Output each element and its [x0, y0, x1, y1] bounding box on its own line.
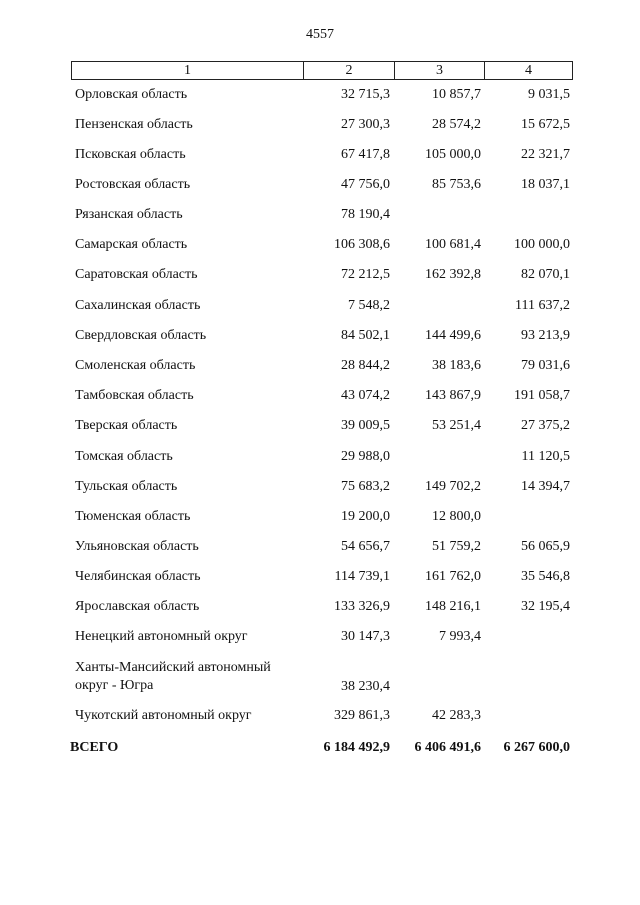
- value-col-4: 22 321,7: [521, 147, 570, 162]
- region-name: Пензенская область: [75, 117, 193, 132]
- region-name: Смоленская область: [75, 358, 196, 373]
- table-row: [0, 417, 640, 435]
- value-col-2: 54 656,7: [341, 539, 390, 554]
- value-col-2: 38 230,4: [341, 679, 390, 694]
- value-col-2: 29 988,0: [341, 449, 390, 464]
- value-col-3: 161 762,0: [425, 569, 481, 584]
- table-row: [0, 176, 640, 194]
- table-row: [0, 628, 640, 646]
- region-name: Орловская область: [75, 87, 188, 102]
- region-name: Ростовская область: [75, 177, 191, 192]
- value-col-2: 72 212,5: [341, 267, 390, 282]
- value-col-2: 84 502,1: [341, 328, 390, 343]
- value-col-4: 82 070,1: [521, 267, 570, 282]
- region-name: Челябинская область: [75, 569, 201, 584]
- region-name: Тамбовская область: [75, 388, 194, 403]
- column-header-3: 3: [395, 62, 485, 79]
- value-col-4: 27 375,2: [521, 418, 570, 433]
- value-col-3: 105 000,0: [425, 147, 481, 162]
- value-col-3: 148 216,1: [425, 599, 481, 614]
- region-name-line-2: округ - Югра: [75, 678, 154, 693]
- value-col-3: 10 857,7: [432, 87, 481, 102]
- value-col-3: 144 499,6: [425, 328, 481, 343]
- value-col-2: 30 147,3: [341, 629, 390, 644]
- value-col-2: 19 200,0: [341, 509, 390, 524]
- value-col-2: 27 300,3: [341, 117, 390, 132]
- value-col-4: 191 058,7: [514, 388, 570, 403]
- table-row: [0, 236, 640, 254]
- table-row: [0, 598, 640, 616]
- value-col-2: 329 861,3: [334, 708, 390, 723]
- value-col-3: 53 251,4: [432, 418, 481, 433]
- table-header: [71, 61, 573, 80]
- value-col-3: 149 702,2: [425, 479, 481, 494]
- value-col-4: 32 195,4: [521, 599, 570, 614]
- value-col-3: 143 867,9: [425, 388, 481, 403]
- table-row: [0, 327, 640, 345]
- region-name: Свердловская область: [75, 328, 207, 343]
- value-col-3: 7 993,4: [439, 629, 481, 644]
- value-col-3: 28 574,2: [432, 117, 481, 132]
- column-header-1: 1: [72, 62, 304, 79]
- value-col-4: 18 037,1: [521, 177, 570, 192]
- region-name: Томская область: [75, 449, 173, 464]
- value-col-2: 43 074,2: [341, 388, 390, 403]
- page-number: 4557: [306, 27, 334, 42]
- column-header-4: 4: [525, 63, 532, 78]
- table-row: [0, 448, 640, 466]
- value-col-2: 7 548,2: [348, 298, 390, 313]
- table-row: [0, 659, 640, 695]
- total-col-4: 6 267 600,0: [503, 740, 570, 755]
- region-name-line-1: Ханты-Мансийский автономный: [75, 660, 271, 675]
- table-row: [0, 568, 640, 586]
- value-col-3: 51 759,2: [432, 539, 481, 554]
- value-col-3: 162 392,8: [425, 267, 481, 282]
- region-name: Ненецкий автономный округ: [75, 629, 248, 644]
- region-name: Рязанская область: [75, 207, 183, 222]
- region-name: Ульяновская область: [75, 539, 199, 554]
- value-col-4: 56 065,9: [521, 539, 570, 554]
- region-name: Ярославская область: [75, 599, 200, 614]
- table-row: [0, 357, 640, 375]
- table-row: [0, 116, 640, 134]
- table-row: [0, 707, 640, 725]
- value-col-2: 133 326,9: [334, 599, 390, 614]
- value-col-4: 15 672,5: [521, 117, 570, 132]
- value-col-4: 11 120,5: [521, 449, 570, 464]
- region-name: Псковская область: [75, 147, 186, 162]
- value-col-3: 85 753,6: [432, 177, 481, 192]
- total-col-3: 6 406 491,6: [414, 740, 481, 755]
- table-row: [0, 266, 640, 284]
- region-name: Тульская область: [75, 479, 178, 494]
- region-name: Тюменская область: [75, 509, 191, 524]
- value-col-2: 39 009,5: [341, 418, 390, 433]
- value-col-2: 114 739,1: [334, 569, 390, 584]
- total-row: [0, 739, 640, 757]
- value-col-4: 100 000,0: [514, 237, 570, 252]
- table-row: [0, 478, 640, 496]
- region-name: Самарская область: [75, 237, 188, 252]
- total-label: ВСЕГО: [70, 740, 119, 755]
- value-col-4: 35 546,8: [521, 569, 570, 584]
- value-col-2: 67 417,8: [341, 147, 390, 162]
- value-col-3: 100 681,4: [425, 237, 481, 252]
- region-name: Сахалинская область: [75, 298, 201, 313]
- column-header-2: 2: [304, 62, 395, 79]
- value-col-4: 9 031,5: [528, 87, 570, 102]
- value-col-2: 75 683,2: [341, 479, 390, 494]
- value-col-4: 79 031,6: [521, 358, 570, 373]
- value-col-4: 14 394,7: [521, 479, 570, 494]
- value-col-4: 111 637,2: [515, 298, 570, 313]
- table-row: [0, 86, 640, 104]
- value-col-3: 12 800,0: [432, 509, 481, 524]
- value-col-2: 47 756,0: [341, 177, 390, 192]
- value-col-3: 42 283,3: [432, 708, 481, 723]
- region-name: Тверская область: [75, 418, 178, 433]
- table-row: [0, 508, 640, 526]
- value-col-2: 32 715,3: [341, 87, 390, 102]
- region-name: Саратовская область: [75, 267, 198, 282]
- value-col-3: 38 183,6: [432, 358, 481, 373]
- table-row: [0, 387, 640, 405]
- total-col-2: 6 184 492,9: [323, 740, 390, 755]
- value-col-2: 78 190,4: [341, 207, 390, 222]
- value-col-2: 28 844,2: [341, 358, 390, 373]
- region-name: Чукотский автономный округ: [75, 708, 252, 723]
- table-row: [0, 146, 640, 164]
- table-row: [0, 297, 640, 315]
- table-row: [0, 206, 640, 224]
- table-row: [0, 538, 640, 556]
- value-col-4: 93 213,9: [521, 328, 570, 343]
- value-col-2: 106 308,6: [334, 237, 390, 252]
